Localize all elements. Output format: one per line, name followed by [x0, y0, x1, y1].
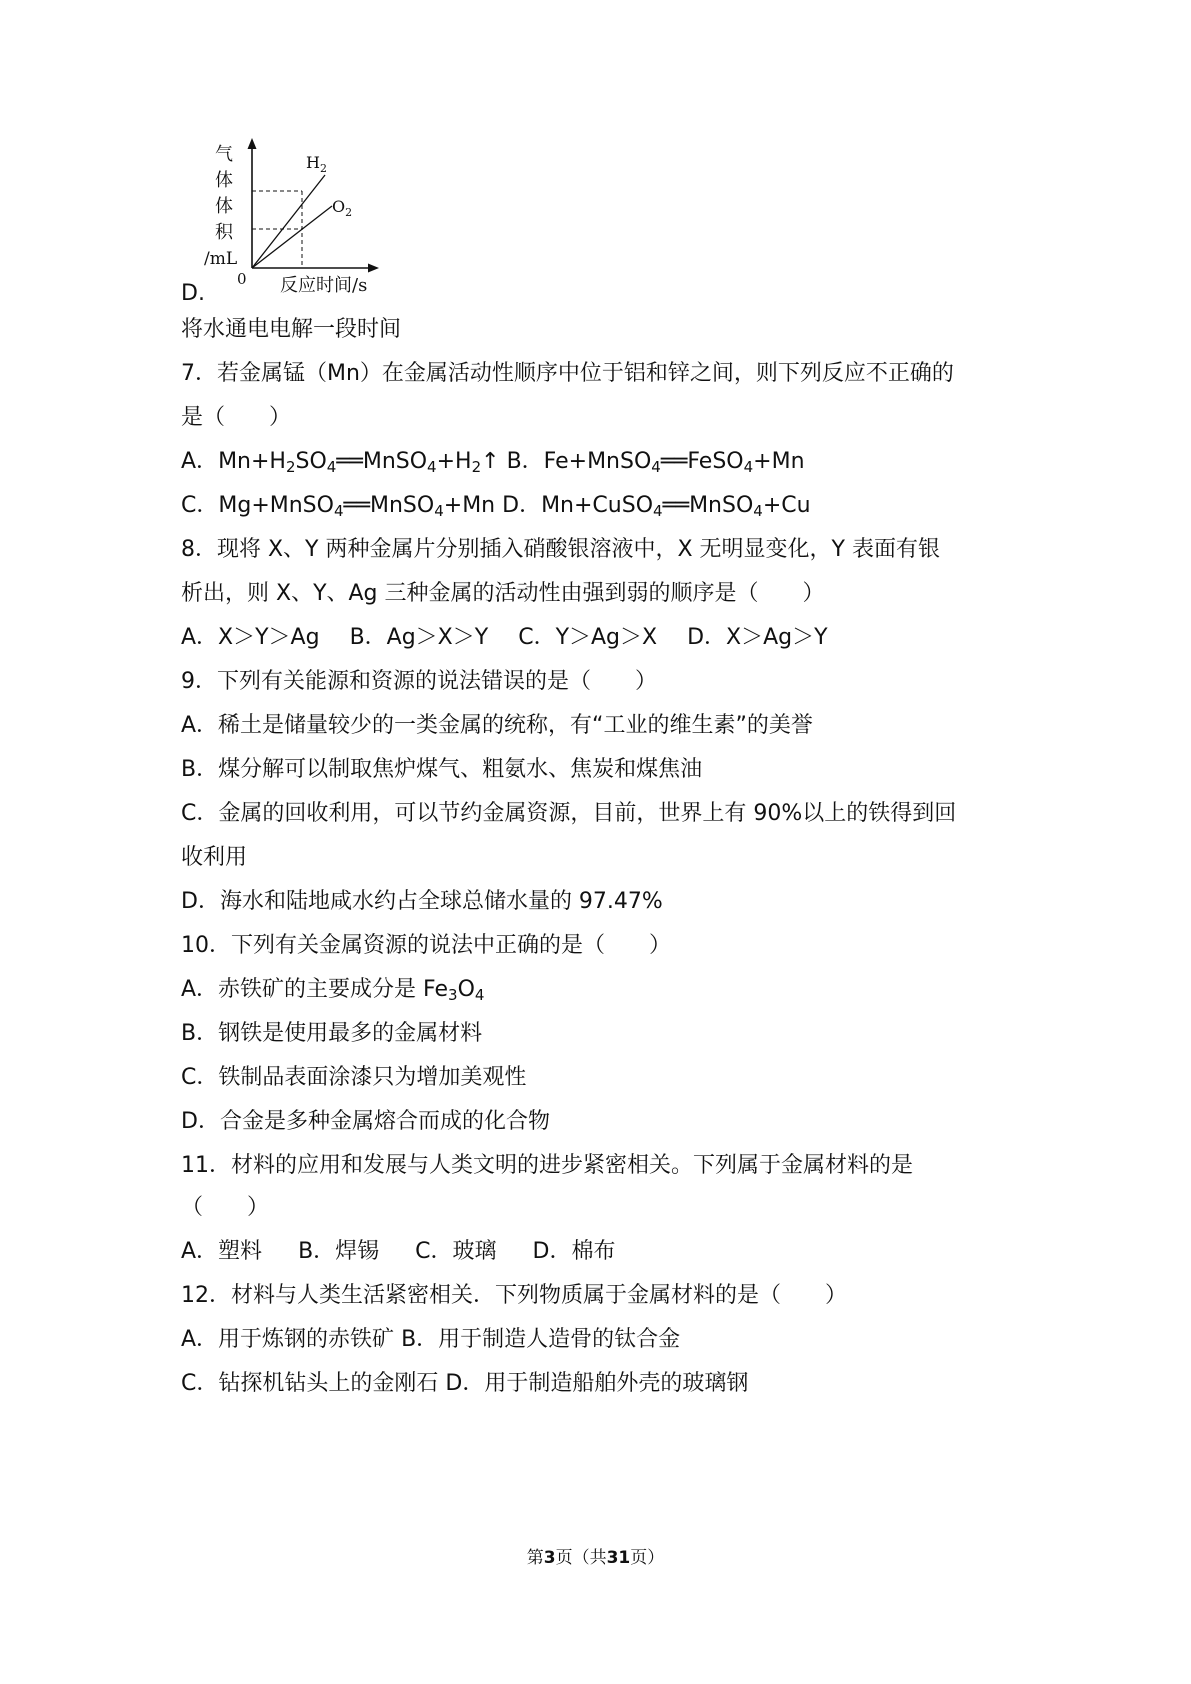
- ylabel-char-1: 气: [215, 144, 233, 165]
- q8-option-a: A．X＞Y＞Ag: [181, 625, 320, 650]
- q8-stem-line2: 析出，则 X、Y、Ag 三种金属的活动性由强到弱的顺序是（ ）: [181, 581, 825, 606]
- q12-options-row2: [181, 1369, 748, 1399]
- series-label-o2: $O_2$: [332, 197, 353, 219]
- ylabel-char-2: 体: [215, 170, 233, 191]
- q12-stem: 12．材料与人类生活紧密相关．下列物质属于金属材料的是（ ）: [181, 1283, 847, 1308]
- q8-options: [181, 623, 828, 653]
- q11-options: [181, 1237, 615, 1267]
- q11-stem-line1: 11．材料的应用和发展与人类文明的进步紧密相关。下列属于金属材料的是: [181, 1153, 913, 1178]
- q9-option-d: D．海水和陆地咸水约占全球总储水量的 97.47%: [181, 889, 663, 914]
- page-footer: 第3页（共31页）: [526, 1548, 665, 1568]
- q7-options-row1: [181, 447, 805, 482]
- q9-option-c-line2: 收利用: [181, 845, 248, 870]
- q12-option-b: B．用于制造人造骨的钛合金: [401, 1327, 681, 1352]
- q10-option-d: D．合金是多种金属熔合而成的化合物: [181, 1109, 550, 1134]
- h2-line: [252, 175, 325, 268]
- q11-stem-line2: （ ）: [181, 1195, 270, 1220]
- origin-label: 0: [237, 270, 247, 288]
- q7-stem-line1: 7．若金属锰（Mn）在金属活动性顺序中位于铝和锌之间，则下列反应不正确的: [181, 361, 954, 386]
- q12-option-c: C．钻探机钻头上的金刚石: [181, 1371, 439, 1396]
- q11-option-d: D．棉布: [532, 1239, 616, 1264]
- q6-option-d-caption: 将水通电电解一段时间: [181, 317, 402, 342]
- series-label-h2: $H_2$: [306, 153, 327, 175]
- q7-option-a: A．$Mn+H_2SO_4══MnSO_4+H_2↑$: [181, 449, 500, 476]
- q12-option-a: A．用于炼钢的赤铁矿: [181, 1327, 395, 1352]
- q7-option-c: C．Mg+MnSO$_4$══MnSO$_4$+Mn: [181, 493, 496, 520]
- q9-option-a: A．稀土是储量较少的一类金属的统称，有“工业的维生素”的美誉: [181, 713, 813, 738]
- electrolysis-gas-volume-chart: [204, 138, 422, 328]
- q12-option-d: D．用于制造船舶外壳的玻璃钢: [445, 1371, 749, 1396]
- q8-stem-line1: 8．现将 X、Y 两种金属片分别插入硝酸银溶液中，X 无明显变化，Y 表面有银: [181, 537, 940, 562]
- q7-stem-line2: 是（ ）: [181, 405, 292, 430]
- o2-line: [252, 206, 332, 268]
- ylabel-unit: /mL: [204, 249, 238, 269]
- page-total: 31: [606, 1548, 631, 1568]
- ylabel-char-4: 积: [215, 222, 233, 243]
- q10-option-a: A．赤铁矿的主要成分是 $Fe_3O_4$: [181, 977, 485, 1004]
- page-number: 3: [543, 1548, 556, 1568]
- ylabel-char-3: 体: [215, 196, 233, 217]
- q9-option-b: B．煤分解可以制取焦炉煤气、粗氨水、焦炭和煤焦油: [181, 757, 703, 782]
- q8-option-b: B．Ag＞X＞Y: [349, 625, 489, 650]
- q7-options-row2: [181, 491, 811, 526]
- q9-stem: 9．下列有关能源和资源的说法错误的是（ ）: [181, 669, 657, 694]
- q10-option-c: C．铁制品表面涂漆只为增加美观性: [181, 1065, 527, 1090]
- q7-option-b: B．Fe+MnSO$_4$══FeSO$_4$+Mn: [506, 449, 805, 476]
- q11-option-c: C．玻璃: [415, 1239, 497, 1264]
- q8-option-c: C．Y＞Ag＞X: [518, 625, 658, 650]
- q12-options-row1: [181, 1325, 680, 1355]
- y-axis-arrow: [248, 138, 257, 149]
- q10-option-b: B．钢铁是使用最多的金属材料: [181, 1021, 483, 1046]
- q10-stem: 10．下列有关金属资源的说法中正确的是（ ）: [181, 933, 671, 958]
- q11-option-b: B．焊锡: [298, 1239, 380, 1264]
- q7-option-d: D．Mn+CuSO$_4$══MnSO$_4$+Cu: [502, 493, 811, 520]
- q8-option-d: D．X＞Ag＞Y: [687, 625, 828, 650]
- xlabel: 反应时间/s: [280, 275, 368, 296]
- x-axis-arrow: [368, 264, 379, 273]
- q6-option-d-label: D.: [181, 281, 205, 306]
- q9-option-c-line1: C．金属的回收利用，可以节约金属资源，目前，世界上有 90%以上的铁得到回: [181, 801, 957, 826]
- q11-option-a: A．塑料: [181, 1239, 263, 1264]
